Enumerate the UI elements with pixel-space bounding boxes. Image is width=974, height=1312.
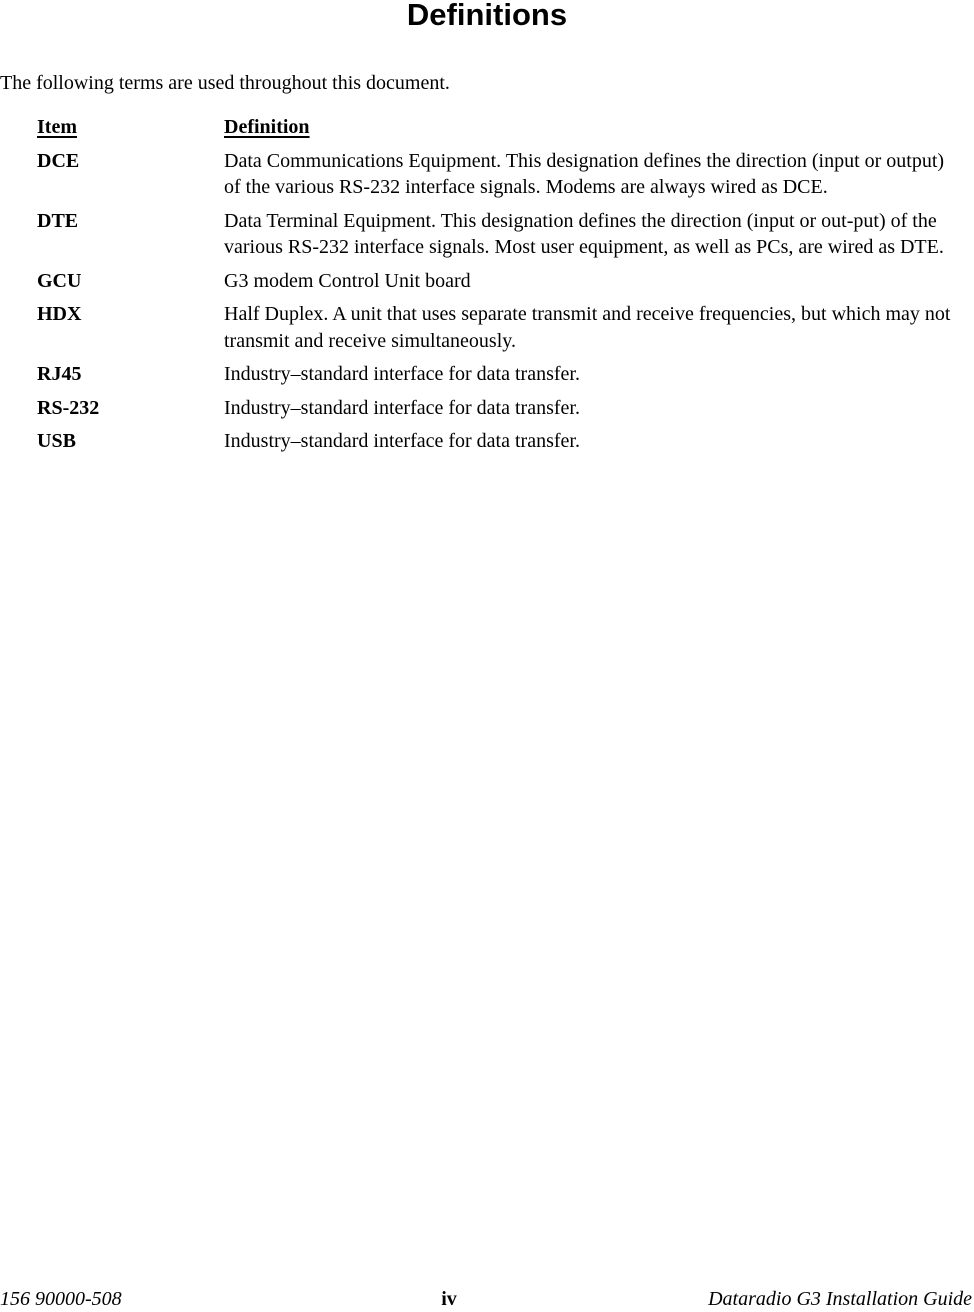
footer-doc-number: 156 90000-508 — [0, 1288, 122, 1310]
header-item-label: Item — [37, 116, 77, 138]
term: HDX — [37, 303, 82, 325]
definition-row-usb — [37, 428, 962, 455]
footer-page-number: iv — [441, 1288, 457, 1310]
definition-row-rj45 — [37, 361, 962, 388]
definition-row-dte — [37, 208, 962, 261]
intro-paragraph: The following terms are used throughout this document. — [0, 72, 450, 94]
definition: Industry–standard interface for data transfer. — [224, 363, 580, 385]
header-definition — [224, 114, 962, 141]
term: DCE — [37, 149, 80, 172]
definition: Data Terminal Equipment. This designation defines the direction (input or out-put) of the various RS-232 interface signals. Most user equipment, as well as PCs, are wired as DTE. — [224, 209, 944, 258]
term: GCU — [37, 269, 82, 292]
definition-row-hdx — [37, 301, 962, 354]
definition: Data Communications Equipment. This designation defines the direction (input or output) of the various RS-232 interface signals. Modems are always wired as DCE. — [224, 149, 945, 198]
definition: Half Duplex. A unit that uses separate transmit and receive frequencies, but which may not transmit and receive simultaneously. — [224, 303, 951, 352]
page-title: Definitions — [406, 0, 568, 32]
definitions-table — [37, 114, 962, 462]
term: USB — [37, 430, 76, 452]
header-item — [37, 114, 224, 141]
definition-row-rs232 — [37, 395, 962, 422]
term: RS-232 — [37, 396, 100, 419]
footer-doc-title: Dataradio G3 Installation Guide — [708, 1288, 972, 1310]
definitions-header-row — [37, 114, 962, 141]
definition: Industry–standard interface for data transfer. — [224, 430, 580, 452]
page-footer — [0, 1286, 974, 1312]
definition: G3 modem Control Unit board — [224, 269, 471, 292]
definition: Industry–standard interface for data transfer. — [224, 396, 580, 419]
term: DTE — [37, 209, 79, 232]
term: RJ45 — [37, 363, 82, 385]
definition-row-dce — [37, 148, 962, 201]
header-definition-label: Definition — [224, 116, 310, 138]
definition-row-gcu — [37, 268, 962, 295]
